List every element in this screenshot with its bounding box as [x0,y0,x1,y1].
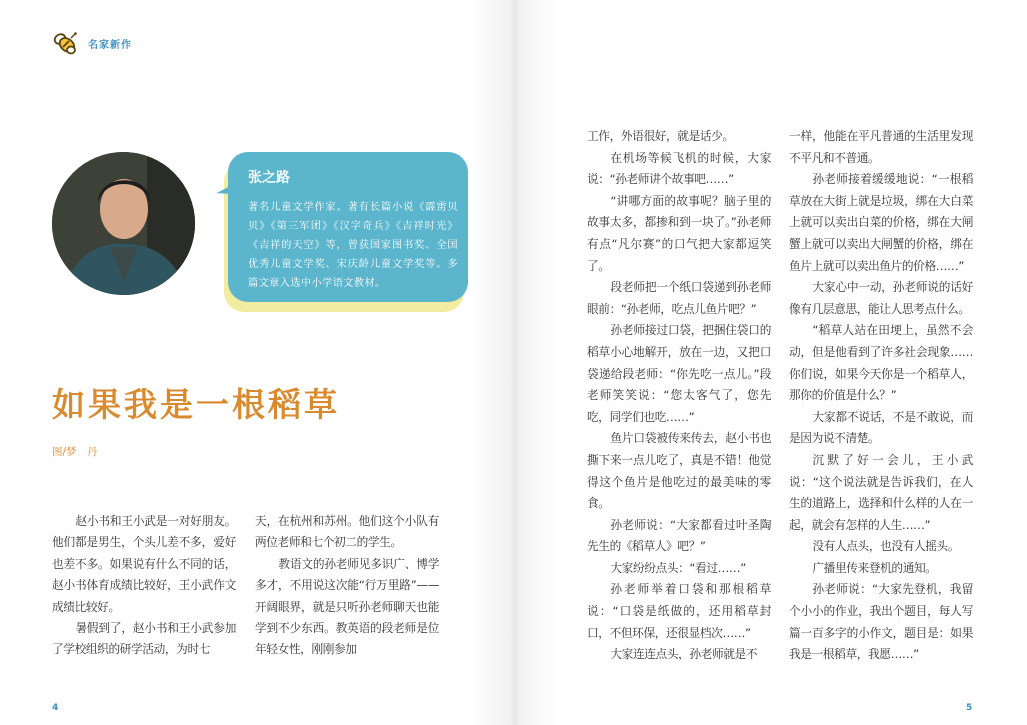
paragraph: 大家连连点头，孙老师就是不 [610,647,758,662]
section-header [52,30,132,56]
paragraph: 孙老师接过口袋，把捆住袋口的稻草小心地解开，放在一边，又把口袋递给段老师：“你先吃一点儿。”段老师笑笑说：“您太客气了，您先吃，同学们也吃……” [587,323,771,424]
author-bio-bubble [208,152,468,312]
text-column-1 [52,511,236,661]
section-label: 名家新作 [88,39,132,51]
paragraph: 孙老师说：“大家都看过叶圣陶先生的《稻草人》吧？” [587,517,771,554]
paragraph: 暑假到了，赵小书和王小武参加了学校组织的研学活动，为时七 [52,621,236,657]
paragraph: 工作，外语很好，就是话少。 [587,129,734,143]
bubble-tail [215,179,248,201]
article-title: 如果我是一根稻草 [52,385,340,424]
paragraph: 大家心中一动，孙老师说的话好像有几层意思，能让人思考点什么。 [789,280,973,316]
text-column-2 [255,511,439,661]
paragraph: 大家纷纷点头：“看过……” [610,560,746,575]
illustration-credit: 图/梦 丹 [52,446,98,458]
page-number-left: 4 [52,703,59,713]
paragraph: “讲哪方面的故事呢？脑子里的故事太多，都掺和到一块了。”孙老师有点“凡尔赛”的口气把大家都逗笑了。 [587,193,771,273]
paragraph: 一样，他能在平凡普通的生活里发现不平凡和不普通。 [789,129,973,165]
author-photo [52,152,195,295]
paragraph: 天，在杭州和苏州。他们这个小队有两位老师和七个初二的学生。 [255,514,439,550]
paragraph: 段老师把一个纸口袋递到孙老师眼前：“孙老师，吃点儿鱼片吧？” [587,280,771,316]
paragraph: 赵小书和王小武是一对好朋友。他们都是男生，个头儿差不多，爱好也差不多。如果说有什么不同的话，赵小书体育成绩比较好，王小武作文成绩比较好。 [52,514,236,614]
text-column-4 [789,126,973,666]
paragraph: 孙老师接着缓缓地说：“一根稻草放在大街上就是垃圾，绑在大白菜上就可以卖出白菜的价格，绑在大闸蟹上就可以卖出大闸蟹的价格，绑在鱼片上就可以卖出鱼片的价格……” [789,172,973,273]
author-bio: 著名儿童文学作家。著有长篇小说《霹雳贝贝》《第三军团》《汉字奇兵》《吉祥时光》《吉祥的天空》等，曾获国家图书奖、全国优秀儿童文学奖、宋庆龄儿童文学奖等。多篇文章入选中小学语文教材。 [248,202,458,289]
paragraph: 孙老师说：“大家先登机，我留个小小的作业，我出个题目，每人写篇一百多字的小作文，题目是：如果我是一根稻草，我愿……” [789,582,973,662]
bee-icon [52,30,78,56]
author-name: 张之路 [248,170,290,186]
bubble-body [228,152,468,302]
paragraph: 鱼片口袋被传来传去，赵小书也撕下来一点儿吃了，真是不错！他觉得这个鱼片是他吃过的最美味的零食。 [587,431,771,511]
page-gutter [470,0,560,725]
paragraph: 在机场等候飞机的时候，大家说：“孙老师讲个故事吧……” [587,150,771,187]
paragraph: 广播里传来登机的通知。 [812,560,937,575]
page-number-right: 5 [966,703,973,713]
paragraph: 孙老师举着口袋和那根稻草说：“口袋是纸做的，还用稻草封口，不但环保，还很显档次……” [587,582,771,640]
paragraph: 沉默了好一会儿，王小武说：“这个说法就是告诉我们，在人生的道路上，选择和什么样的人在一起，就会有怎样的人生……” [789,452,973,532]
paragraph: “稻草人站在田埂上，虽然不会动，但是他看到了许多社会现象……你们说，如果今天你是一个稻草人，那你的价值是什么？” [789,323,973,403]
paragraph: 没有人点头，也没有人摇头。 [812,539,960,554]
paragraph: 教语文的孙老师见多识广、博学多才，不用说这次能“行万里路”——开阔眼界，就是只听孙老师聊天也能学到不少东西。教英语的段老师是位年轻女性，刚刚参加 [255,556,439,657]
text-column-3 [587,126,771,666]
paragraph: 大家都不说话，不是不敢说，而是因为说不清楚。 [789,409,973,446]
